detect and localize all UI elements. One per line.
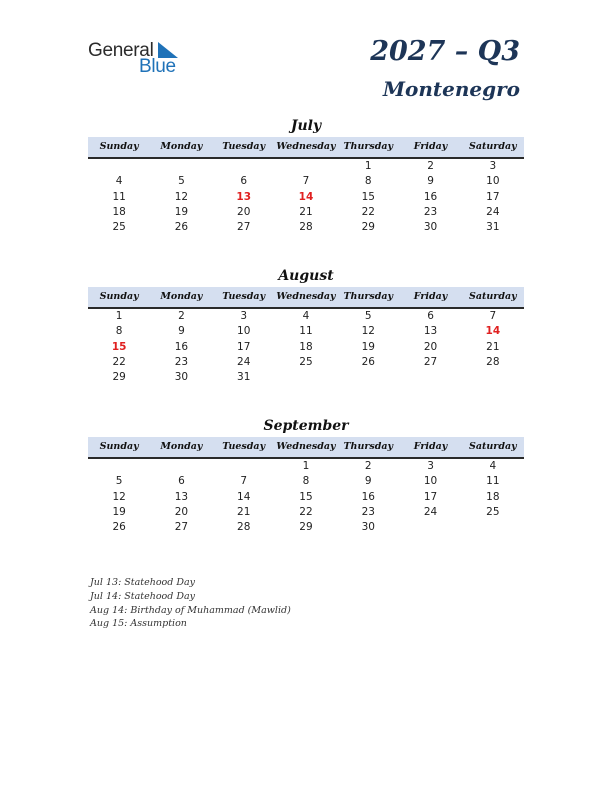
date-cell: 3: [240, 310, 248, 322]
empty-cell: [399, 520, 461, 535]
holiday-notes: [90, 576, 291, 631]
date-cell: 3: [489, 160, 497, 172]
date-cell: 4: [489, 460, 497, 472]
date-cell: 23: [423, 205, 438, 218]
date-cell: 11: [299, 325, 313, 338]
date-cell: 12: [174, 190, 189, 203]
holiday-date-cell: 15: [111, 340, 127, 353]
empty-cell: [399, 370, 461, 385]
holiday-date-cell: 14: [298, 190, 314, 203]
month-title: September: [263, 418, 349, 434]
empty-cell: [275, 159, 337, 174]
empty-cell: [150, 459, 212, 474]
week-row: [88, 190, 524, 205]
date-cell: 27: [423, 355, 438, 368]
weekday-label: Monday: [160, 141, 203, 152]
month-grid: [88, 309, 524, 385]
empty-cell: [213, 459, 275, 474]
date-cell: 8: [302, 475, 310, 488]
month-grid: [88, 159, 524, 235]
date-cell: 4: [302, 310, 310, 322]
weekday-label: Friday: [413, 291, 448, 302]
date-cell: 12: [112, 490, 126, 503]
month-grid: [88, 459, 524, 535]
date-cell: 29: [112, 371, 126, 384]
logo-text-general: General: [88, 40, 154, 61]
date-cell: 16: [361, 490, 375, 503]
date-cell: 20: [237, 205, 251, 218]
date-cell: 6: [178, 475, 185, 488]
week-row: [88, 309, 524, 324]
empty-cell: [88, 159, 150, 174]
empty-cell: [150, 159, 212, 174]
date-cell: 5: [115, 475, 123, 488]
date-cell: 30: [174, 371, 189, 384]
date-cell: 31: [486, 221, 500, 234]
date-cell: 2: [427, 160, 434, 172]
date-cell: 11: [486, 475, 500, 488]
holiday-note: Aug 15: Assumption: [90, 618, 187, 630]
generalblue-logo: [88, 40, 198, 80]
empty-cell: [213, 159, 275, 174]
date-cell: 9: [364, 475, 372, 488]
date-cell: 21: [299, 205, 313, 218]
date-cell: 18: [299, 340, 313, 353]
date-cell: 9: [427, 175, 434, 188]
date-cell: 10: [237, 325, 251, 338]
week-row: [88, 159, 524, 174]
weekday-label: Friday: [413, 141, 448, 152]
weekday-label: Monday: [160, 291, 203, 302]
month-calendar-july: [88, 115, 524, 235]
date-cell: 10: [423, 475, 438, 488]
date-cell: 4: [115, 175, 123, 188]
date-cell: 26: [112, 521, 126, 534]
weekday-label: Sunday: [99, 141, 139, 152]
week-row: [88, 505, 524, 520]
date-cell: 1: [364, 160, 372, 172]
date-cell: 30: [423, 221, 438, 234]
month-title: August: [278, 268, 334, 284]
empty-cell: [462, 520, 524, 535]
date-cell: 5: [364, 310, 372, 322]
holiday-note: Aug 14: Birthday of Muhammad (Mawlid): [90, 604, 291, 616]
month-calendar-september: [88, 415, 524, 535]
logo-text-blue: Blue: [139, 56, 176, 77]
weekday-label: Monday: [160, 441, 203, 452]
month-calendar-august: [88, 265, 524, 385]
weekday-label: Thursday: [343, 291, 394, 302]
date-cell: 25: [299, 355, 313, 368]
weekday-header: [88, 437, 524, 459]
date-cell: 21: [237, 505, 251, 518]
date-cell: 24: [423, 505, 438, 518]
date-cell: 30: [361, 521, 375, 534]
week-row: [88, 174, 524, 189]
date-cell: 29: [361, 221, 375, 234]
date-cell: 22: [299, 505, 313, 518]
date-cell: 21: [486, 340, 500, 353]
weekday-label: Wednesday: [276, 441, 336, 452]
week-row: [88, 220, 524, 235]
date-cell: 7: [302, 175, 310, 188]
date-cell: 15: [299, 490, 313, 503]
date-cell: 27: [237, 221, 251, 234]
date-cell: 15: [361, 190, 375, 203]
date-cell: 13: [423, 325, 438, 338]
date-cell: 26: [174, 221, 189, 234]
date-cell: 25: [112, 221, 126, 234]
date-cell: 19: [361, 340, 375, 353]
weekday-header: [88, 137, 524, 159]
date-cell: 8: [364, 175, 372, 188]
empty-cell: [88, 459, 150, 474]
week-row: [88, 459, 524, 474]
week-row: [88, 324, 524, 339]
date-cell: 20: [423, 340, 438, 353]
date-cell: 6: [427, 310, 434, 322]
date-cell: 23: [361, 505, 375, 518]
date-cell: 28: [299, 221, 313, 234]
weekday-label: Friday: [413, 441, 448, 452]
date-cell: 7: [489, 310, 497, 322]
date-cell: 26: [361, 355, 375, 368]
date-cell: 20: [174, 505, 189, 518]
date-cell: 10: [486, 175, 500, 188]
date-cell: 17: [486, 190, 500, 203]
date-cell: 11: [112, 190, 126, 203]
date-cell: 14: [237, 490, 251, 503]
date-cell: 1: [115, 310, 123, 322]
week-row: [88, 370, 524, 385]
weekday-label: Sunday: [99, 441, 139, 452]
date-cell: 22: [112, 355, 126, 368]
date-cell: 17: [237, 340, 251, 353]
date-cell: 19: [112, 505, 126, 518]
date-cell: 31: [237, 371, 251, 384]
country-name: Montenegro: [382, 77, 520, 101]
date-cell: 25: [486, 505, 500, 518]
weekday-label: Saturday: [469, 441, 517, 452]
date-cell: 28: [486, 355, 500, 368]
date-cell: 8: [115, 325, 123, 338]
empty-cell: [275, 370, 337, 385]
weekday-header: [88, 287, 524, 309]
date-cell: 28: [237, 521, 251, 534]
week-row: [88, 490, 524, 505]
week-row: [88, 340, 524, 355]
date-cell: 24: [486, 205, 500, 218]
date-cell: 13: [174, 490, 189, 503]
week-row: [88, 520, 524, 535]
date-cell: 16: [423, 190, 438, 203]
weekday-label: Tuesday: [222, 441, 266, 452]
date-cell: 16: [174, 340, 189, 353]
date-cell: 2: [178, 310, 185, 322]
weekday-label: Thursday: [343, 141, 394, 152]
weekday-label: Tuesday: [222, 141, 266, 152]
holiday-note: Jul 14: Statehood Day: [90, 590, 196, 602]
date-cell: 6: [240, 175, 248, 188]
date-cell: 22: [361, 205, 375, 218]
empty-cell: [462, 370, 524, 385]
date-cell: 9: [178, 325, 185, 338]
empty-cell: [337, 370, 399, 385]
weekday-label: Wednesday: [276, 141, 336, 152]
month-title: July: [290, 118, 322, 134]
date-cell: 18: [112, 205, 126, 218]
week-row: [88, 474, 524, 489]
date-cell: 2: [364, 460, 372, 472]
holiday-date-cell: 14: [485, 325, 501, 338]
weekday-label: Wednesday: [276, 291, 336, 302]
date-cell: 19: [174, 205, 189, 218]
weekday-label: Saturday: [469, 291, 517, 302]
week-row: [88, 355, 524, 370]
date-cell: 29: [299, 521, 313, 534]
date-cell: 27: [174, 521, 189, 534]
date-cell: 5: [178, 175, 185, 188]
weekday-label: Thursday: [343, 441, 394, 452]
date-cell: 1: [302, 460, 310, 472]
date-cell: 12: [361, 325, 375, 338]
weekday-label: Tuesday: [222, 291, 266, 302]
date-cell: 3: [427, 460, 434, 472]
date-cell: 17: [423, 490, 438, 503]
date-cell: 18: [486, 490, 500, 503]
weekday-label: Saturday: [469, 141, 517, 152]
date-cell: 24: [237, 355, 251, 368]
date-cell: 23: [174, 355, 189, 368]
week-row: [88, 205, 524, 220]
page-title: 2027 – Q3: [370, 36, 520, 67]
holiday-note: Jul 13: Statehood Day: [90, 577, 196, 588]
holiday-date-cell: 13: [236, 190, 252, 203]
weekday-label: Sunday: [99, 291, 139, 302]
date-cell: 7: [240, 475, 248, 488]
